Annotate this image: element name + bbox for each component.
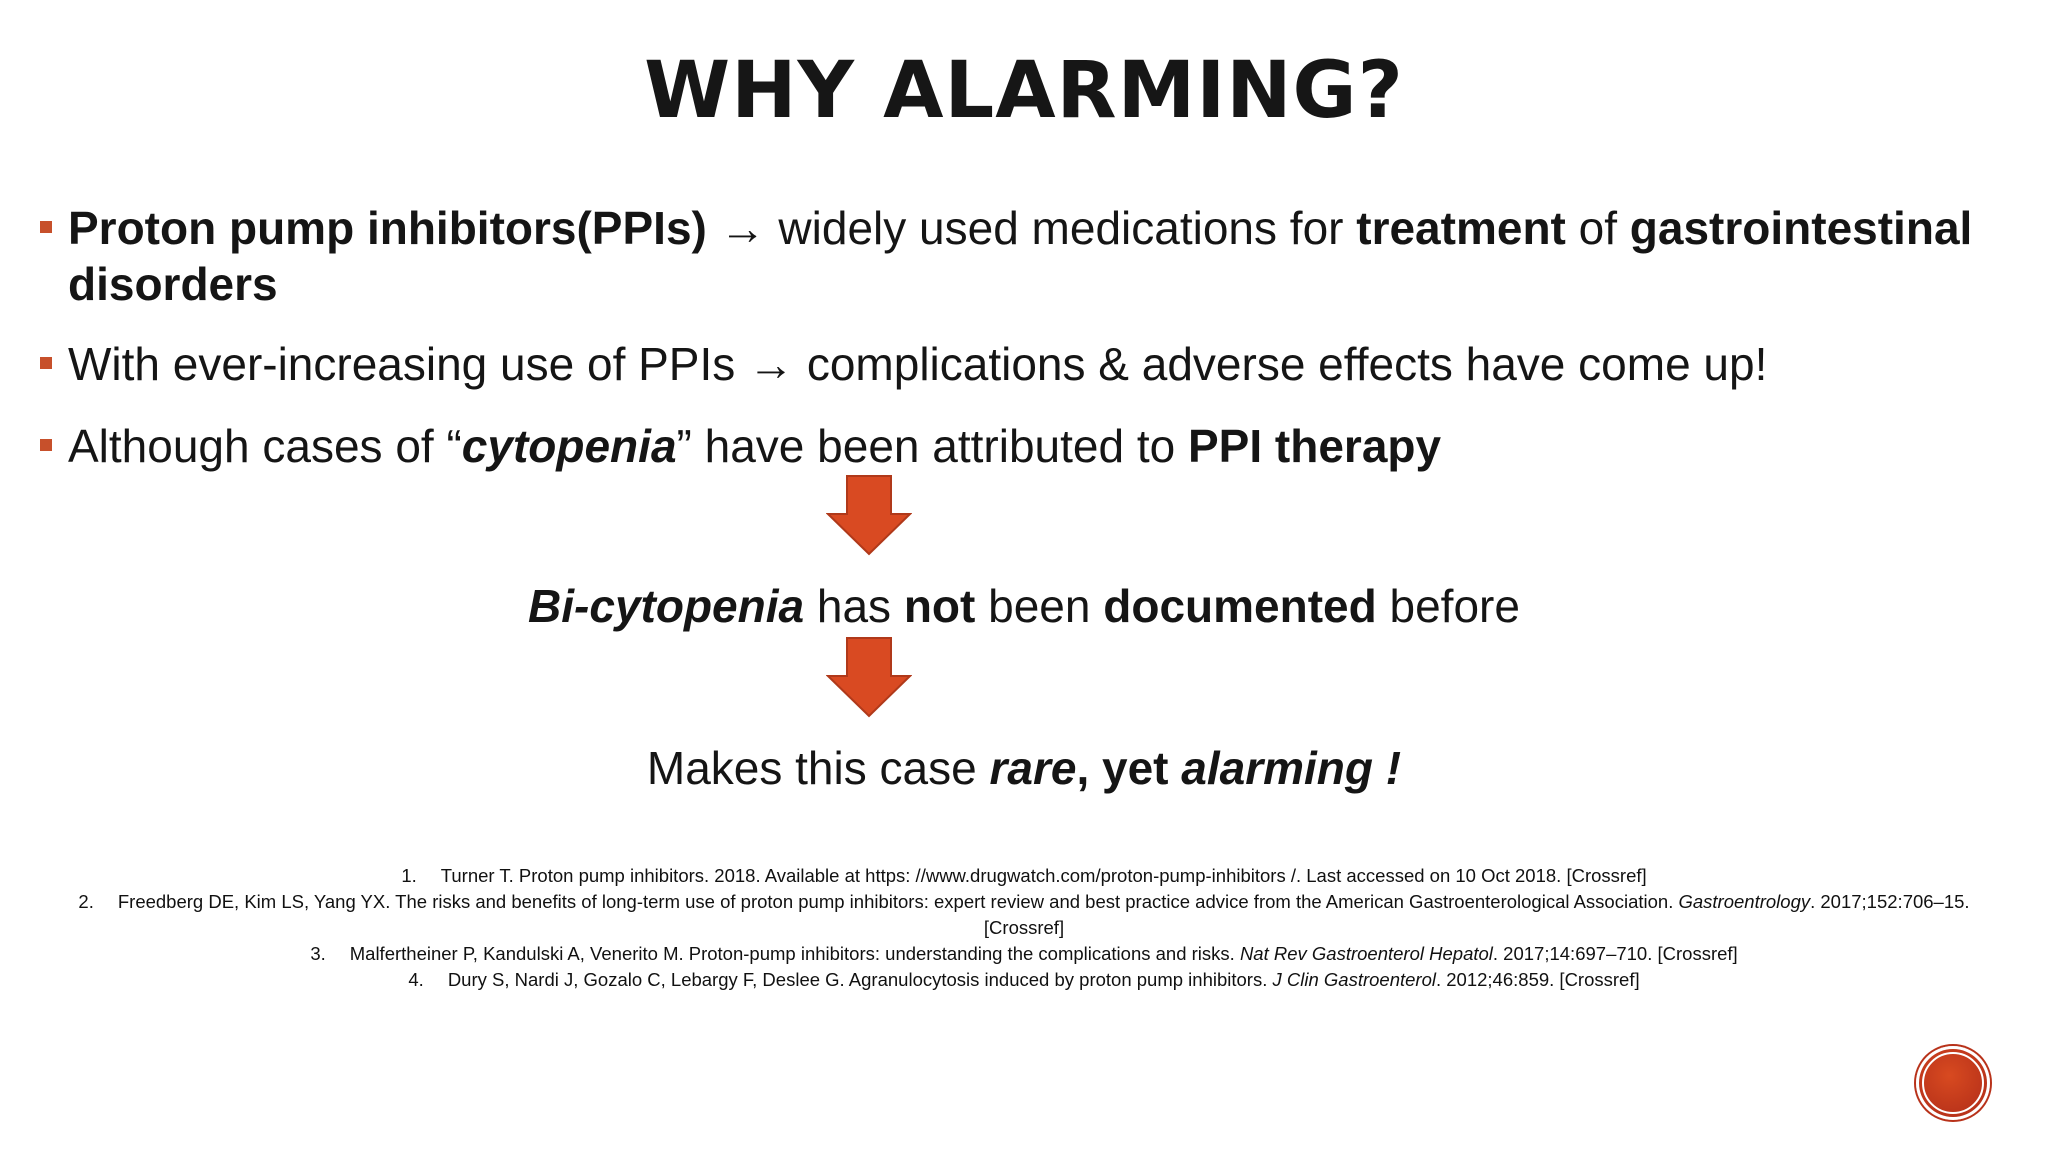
bullet-square-icon: [40, 357, 52, 369]
bullet-text: With ever-increasing use of PPIs → complications & adverse effects have come up!: [68, 338, 1768, 390]
bullet-text: [68, 200, 2010, 312]
bullet-text: [68, 418, 2010, 474]
conclusion-statement: [0, 740, 2048, 796]
reference-item: [40, 889, 2008, 941]
statement-text-segment: Makes this case: [646, 742, 990, 794]
statement-text-segment: has: [804, 580, 904, 632]
bullet-bold-term: PPI therapy: [1188, 420, 1442, 472]
logo-badge-icon: [1916, 1046, 1990, 1120]
bullet-item-ppi-usage: [40, 200, 2010, 312]
reference-item: [40, 967, 2008, 993]
reference-journal: Gastroentrology: [1678, 891, 1811, 912]
statement-bold-italic-term: alarming !: [1181, 742, 1402, 794]
statement-bold-term: documented: [1103, 580, 1377, 632]
bullet-bold-term: treatment: [1356, 202, 1566, 254]
down-arrow-icon: [826, 474, 912, 556]
bullet-bold-italic-term: cytopenia: [461, 420, 677, 472]
bicytopenia-statement: [0, 578, 2048, 634]
statement-bold-italic-term: Bi-cytopenia: [528, 580, 805, 632]
reference-text: Malfertheiner P, Kandulski A, Venerito M. Proton-pump inhibitors: understanding the complications and risks.: [349, 943, 1240, 964]
bullet-text-segment: of: [1565, 202, 1630, 254]
reference-text: Dury S, Nardi J, Gozalo C, Lebargy F, Deslee G. Agranulocytosis induced by proton pump inhibitors.: [447, 969, 1273, 990]
reference-number: 4.: [408, 969, 424, 990]
bullet-text-segment: Although cases of “: [68, 420, 462, 472]
reference-text: Freedberg DE, Kim LS, Yang YX. The risks and benefits of long-term use of proton pump inhibitors: expert review and best practice advice from the American Gastroenterological Association.: [117, 891, 1679, 912]
references-list: [40, 863, 2008, 993]
reference-tail: . 2017;152:706–15. [Crossref]: [983, 891, 1970, 938]
down-arrow-icon: [826, 636, 912, 718]
reference-number: 1.: [401, 865, 417, 886]
bullet-item-cytopenia: [40, 418, 2010, 474]
reference-journal: Nat Rev Gastroenterol Hepatol: [1239, 943, 1493, 964]
statement-bold-term: , yet: [1076, 742, 1182, 794]
slide-title: WHY ALARMING?: [644, 46, 1404, 136]
reference-number: 2.: [78, 891, 94, 912]
statement-bold-italic-term: rare: [989, 742, 1077, 794]
reference-tail: . 2017;14:697–710. [Crossref]: [1492, 943, 1738, 964]
bullet-bold-term: gastrointestinal disorders: [68, 202, 1973, 310]
reference-text: Turner T. Proton pump inhibitors. 2018. Available at https: //www.drugwatch.com/proton-pump-inhibitors /. Last accessed on 10 Oct 2018. [Crossref]: [440, 865, 1647, 886]
logo-badge-ring: [1922, 1052, 1984, 1114]
reference-item: [40, 863, 2008, 889]
reference-item: [40, 941, 2008, 967]
reference-number: 3.: [310, 943, 326, 964]
reference-tail: . 2012;46:859. [Crossref]: [1435, 969, 1640, 990]
bullet-text-segment: → widely used medications for: [706, 202, 1357, 254]
reference-journal: J Clin Gastroenterol: [1272, 969, 1436, 990]
bullet-item-complications: [40, 336, 2010, 392]
bullet-square-icon: [40, 221, 52, 233]
statement-bold-term: not: [903, 580, 976, 632]
bullet-text-segment: ” have been attributed to: [676, 420, 1188, 472]
bullet-bold-term: Proton pump inhibitors(PPIs): [68, 202, 707, 254]
bullet-square-icon: [40, 439, 52, 451]
statement-text-segment: been: [975, 580, 1104, 632]
statement-text-segment: before: [1376, 580, 1520, 632]
